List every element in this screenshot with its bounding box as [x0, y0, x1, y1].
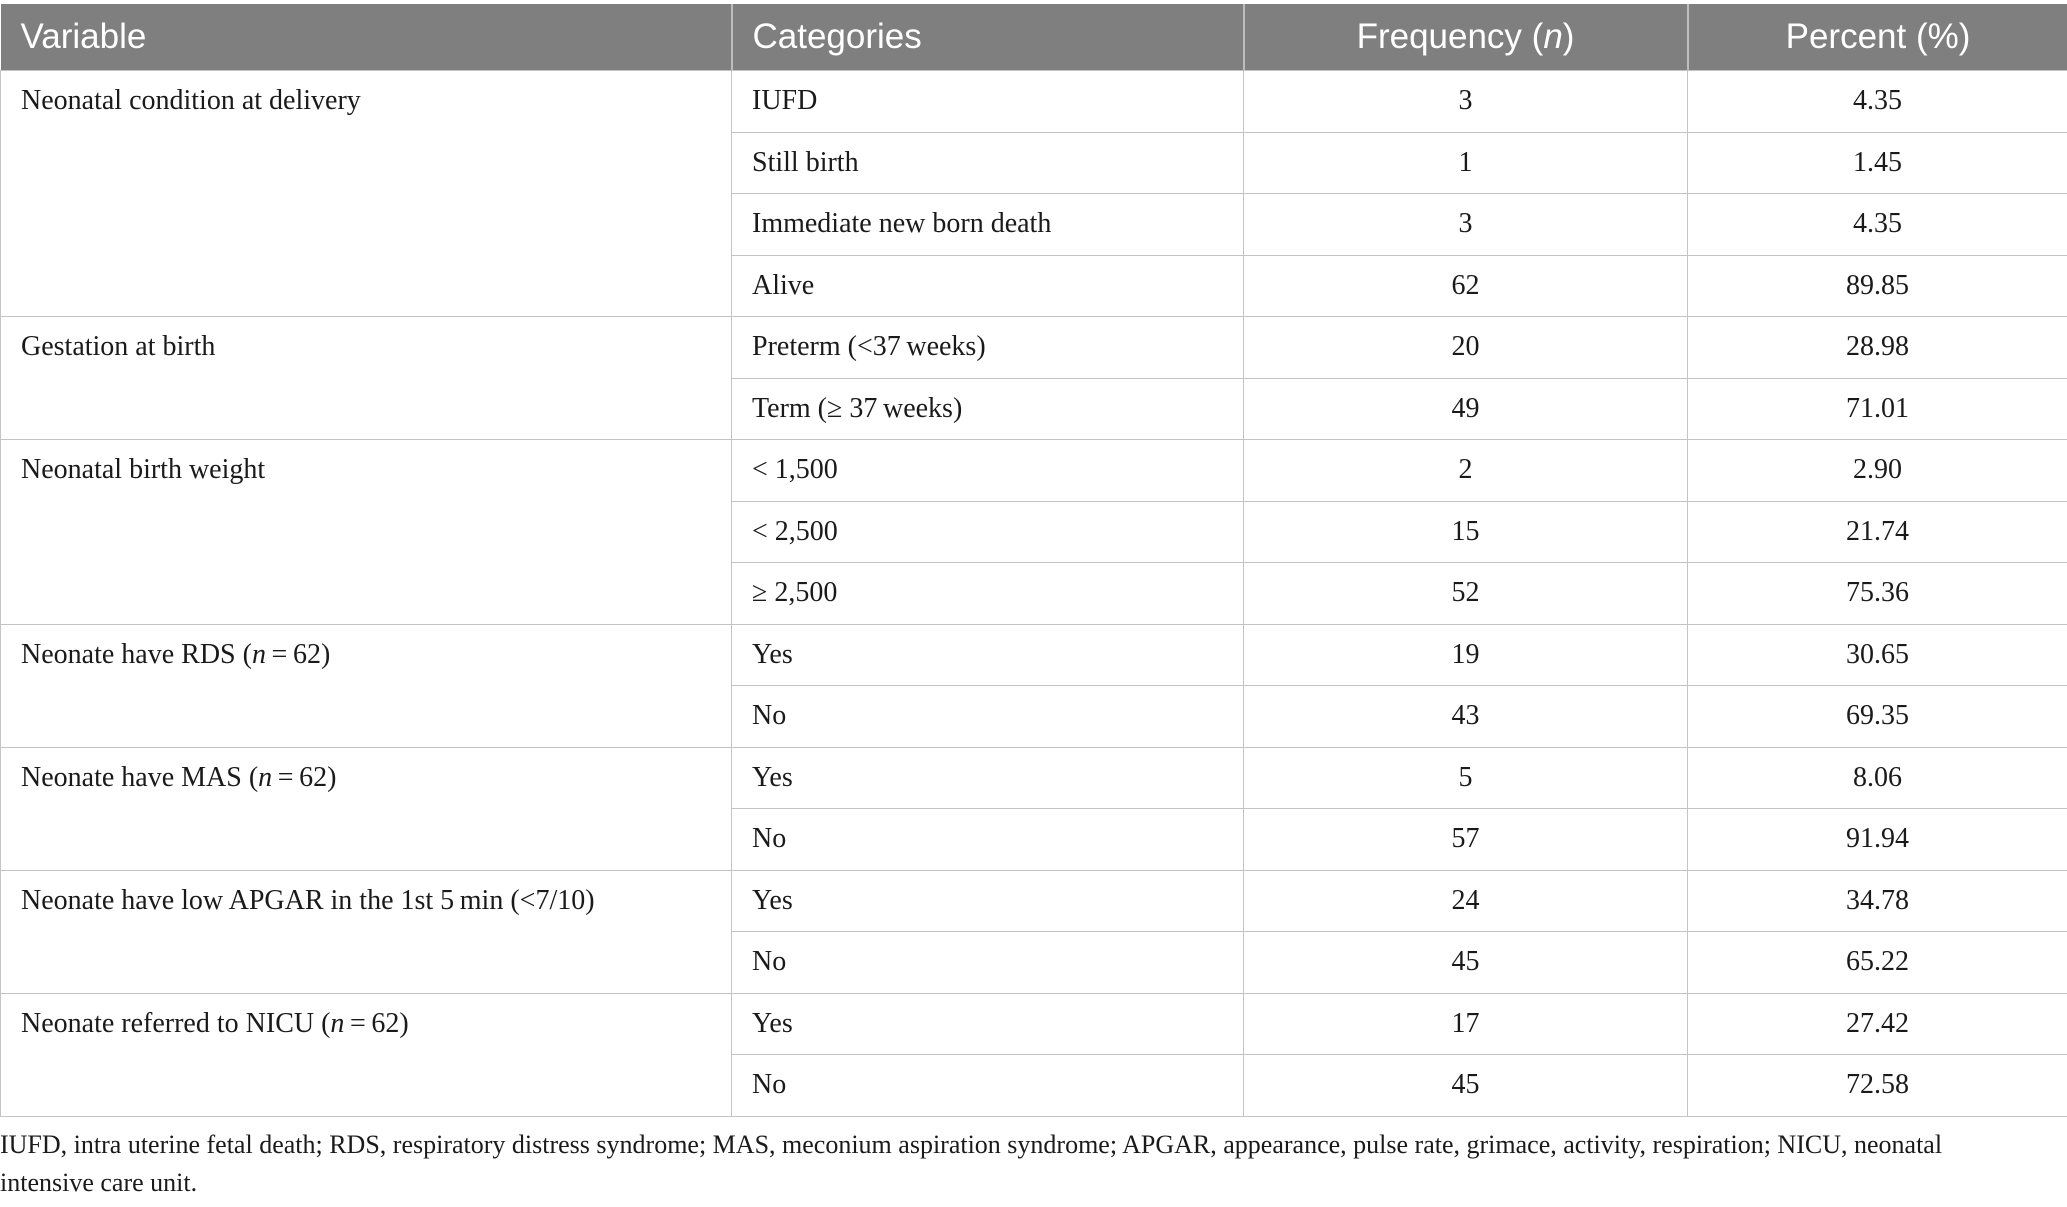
- percent-cell: 4.35: [1688, 194, 2067, 256]
- header-frequency: [1244, 4, 1688, 71]
- percent-cell: 71.01: [1688, 378, 2067, 440]
- category-cell: ≥ 2,500: [732, 563, 1244, 625]
- header-percent: Percent (%): [1688, 4, 2067, 71]
- frequency-cell: 49: [1244, 378, 1688, 440]
- category-cell: Yes: [732, 993, 1244, 1055]
- category-cell: Immediate new born death: [732, 194, 1244, 256]
- category-cell: Yes: [732, 624, 1244, 686]
- frequency-cell: 45: [1244, 1055, 1688, 1117]
- percent-cell: 1.45: [1688, 132, 2067, 194]
- variable-n: n: [251, 638, 266, 670]
- frequency-cell: 2: [1244, 440, 1688, 502]
- frequency-cell: 43: [1244, 686, 1688, 748]
- category-cell: Yes: [732, 870, 1244, 932]
- footnote-line-1: IUFD, intra uterine fetal death; RDS, respiratory distress syndrome; MAS, meconium aspiration syndrome; APGAR, appearance, pulse rate, grimace, activity, respiration; NICU, neonatal: [0, 1130, 1943, 1159]
- variable-n: n: [330, 1007, 345, 1039]
- table-row: [1, 993, 2067, 1055]
- variable-cell: [1, 747, 732, 870]
- variable-suffix: = 62): [344, 1007, 409, 1039]
- frequency-cell: 45: [1244, 932, 1688, 994]
- table-row: [1, 317, 2067, 379]
- category-cell: < 1,500: [732, 440, 1244, 502]
- category-cell: Term (≥ 37 weeks): [732, 378, 1244, 440]
- percent-cell: 4.35: [1688, 71, 2067, 133]
- variable-cell: Neonate have low APGAR in the 1st 5 min (<7/10): [1, 870, 732, 993]
- percent-cell: 34.78: [1688, 870, 2067, 932]
- variable-suffix: = 62): [272, 761, 337, 793]
- table-row: [1, 747, 2067, 809]
- percent-cell: 28.98: [1688, 317, 2067, 379]
- percent-cell: 30.65: [1688, 624, 2067, 686]
- variable-prefix: Neonate have RDS (: [21, 638, 252, 670]
- variable-cell: [1, 993, 732, 1116]
- category-cell: No: [732, 932, 1244, 994]
- frequency-cell: 62: [1244, 255, 1688, 317]
- table-row: [1, 624, 2067, 686]
- percent-cell: 65.22: [1688, 932, 2067, 994]
- percent-cell: 21.74: [1688, 501, 2067, 563]
- frequency-cell: 15: [1244, 501, 1688, 563]
- frequency-cell: 24: [1244, 870, 1688, 932]
- frequency-cell: 20: [1244, 317, 1688, 379]
- frequency-cell: 5: [1244, 747, 1688, 809]
- variable-prefix: Neonate have MAS (: [21, 761, 259, 793]
- footnote-line-2: intensive care unit.: [0, 1168, 198, 1197]
- frequency-cell: 19: [1244, 624, 1688, 686]
- frequency-cell: 17: [1244, 993, 1688, 1055]
- variable-suffix: = 62): [265, 638, 331, 670]
- category-cell: Still birth: [732, 132, 1244, 194]
- table-header-row: [1, 4, 2067, 71]
- header-variable: Variable: [1, 4, 732, 71]
- category-cell: IUFD: [732, 71, 1244, 133]
- category-cell: Preterm (<37 weeks): [732, 317, 1244, 379]
- variable-n: n: [258, 761, 273, 793]
- percent-cell: 8.06: [1688, 747, 2067, 809]
- category-cell: Alive: [732, 255, 1244, 317]
- frequency-cell: 52: [1244, 563, 1688, 625]
- header-categories: Categories: [732, 4, 1244, 71]
- variable-cell: [1, 624, 732, 747]
- category-cell: No: [732, 809, 1244, 871]
- category-cell: No: [732, 1055, 1244, 1117]
- category-cell: Yes: [732, 747, 1244, 809]
- table-footnote: [0, 1126, 2040, 1202]
- percent-cell: 91.94: [1688, 809, 2067, 871]
- percent-cell: 75.36: [1688, 563, 2067, 625]
- percent-cell: 27.42: [1688, 993, 2067, 1055]
- table-row: [1, 440, 2067, 502]
- frequency-cell: 57: [1244, 809, 1688, 871]
- frequency-cell: 1: [1244, 132, 1688, 194]
- neonatal-outcomes-table: [0, 4, 2067, 1117]
- table-row: [1, 71, 2067, 133]
- variable-cell: Neonatal birth weight: [1, 440, 732, 625]
- category-cell: < 2,500: [732, 501, 1244, 563]
- percent-cell: 69.35: [1688, 686, 2067, 748]
- percent-cell: 2.90: [1688, 440, 2067, 502]
- frequency-cell: 3: [1244, 194, 1688, 256]
- percent-cell: 89.85: [1688, 255, 2067, 317]
- header-frequency-n: n: [1543, 17, 1563, 56]
- table-row: [1, 870, 2067, 932]
- header-frequency-suffix: ): [1562, 17, 1575, 56]
- variable-prefix: Neonate referred to NICU (: [21, 1007, 331, 1039]
- percent-cell: 72.58: [1688, 1055, 2067, 1117]
- variable-cell: Neonatal condition at delivery: [1, 71, 732, 317]
- header-frequency-prefix: Frequency (: [1356, 17, 1544, 56]
- frequency-cell: 3: [1244, 71, 1688, 133]
- category-cell: No: [732, 686, 1244, 748]
- variable-cell: Gestation at birth: [1, 317, 732, 440]
